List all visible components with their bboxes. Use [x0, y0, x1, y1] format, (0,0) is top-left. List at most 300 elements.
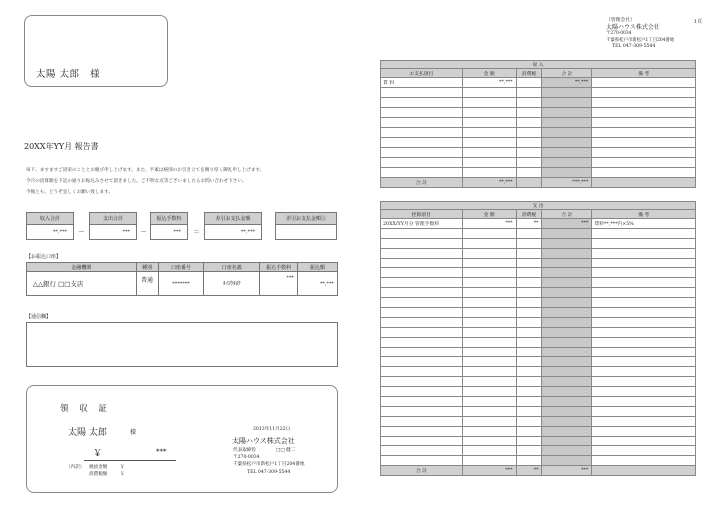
income-blank-cell: [516, 158, 542, 168]
income-blank-cell: [542, 118, 592, 128]
taxable-yen: ￥: [120, 465, 125, 470]
table-row: [381, 238, 696, 248]
income-blank-cell: [542, 108, 592, 118]
management-company-block: [606, 18, 674, 51]
expense-title: 支 出: [381, 202, 696, 210]
expense-blank-cell: [516, 456, 542, 466]
table-row: [381, 397, 696, 407]
income-blank-cell: [381, 88, 463, 98]
expense-total-box: [89, 212, 137, 240]
income-blank-cell: [592, 118, 696, 128]
income-header: お支払項目: [381, 69, 463, 78]
income-tax-cell: [516, 78, 542, 88]
expense-blank-cell: [592, 367, 696, 377]
income-total-box: [26, 212, 74, 240]
expense-blank-cell: [381, 406, 463, 416]
receipt-title: 領 収 証: [60, 404, 111, 414]
expense-blank-cell: [592, 258, 696, 268]
income-blank-cell: [542, 98, 592, 108]
bank-table: [26, 262, 338, 296]
expense-blank-cell: [516, 426, 542, 436]
expense-blank-cell: [462, 298, 516, 308]
expense-blank-cell: [542, 406, 592, 416]
management-tel: TEL 047-309-5544: [612, 44, 656, 49]
summary-label: 支出合計: [90, 213, 136, 225]
recipient-honorific: 様: [90, 69, 101, 80]
bank-section-label: 【お振込口座】: [26, 254, 62, 260]
table-row: [381, 317, 696, 327]
transfer-fee-box: [150, 212, 188, 240]
expense-blank-cell: [381, 416, 463, 426]
expense-blank-cell: [516, 377, 542, 387]
receipt-rep-title: 代表取締役: [233, 448, 256, 453]
management-company: 太陽ハウス株式会社: [606, 23, 660, 31]
summary-label: 収入合計: [27, 213, 73, 225]
income-blank-cell: [516, 118, 542, 128]
table-row: [381, 337, 696, 347]
income-note-cell: [592, 78, 696, 88]
table-row: [381, 456, 696, 466]
expense-blank-cell: [542, 238, 592, 248]
income-total-cell: **,***: [542, 78, 592, 88]
table-row: [381, 268, 696, 278]
receipt-date: 2013年11月22日: [253, 427, 291, 432]
income-blank-cell: [462, 148, 516, 158]
expense-blank-cell: [516, 436, 542, 446]
table-row: [381, 258, 696, 268]
management-postal: 〒270-0034: [606, 31, 632, 36]
expense-blank-cell: [542, 288, 592, 298]
expense-blank-cell: [516, 238, 542, 248]
income-blank-cell: [381, 158, 463, 168]
expense-table: [380, 201, 696, 476]
table-row: [381, 248, 696, 258]
expense-blank-cell: [516, 387, 542, 397]
expense-blank-cell: [462, 327, 516, 337]
expense-blank-cell: [592, 377, 696, 387]
transfer-amount: **,***: [298, 272, 338, 296]
expense-blank-cell: [542, 308, 592, 318]
table-row: [381, 158, 696, 168]
expense-blank-cell: [381, 228, 463, 238]
expense-blank-cell: [381, 347, 463, 357]
minus-operator: －: [78, 228, 85, 236]
expense-blank-cell: [516, 367, 542, 377]
bank-name: △△銀行 □□支店: [27, 272, 137, 296]
expense-blank-cell: [516, 288, 542, 298]
expense-blank-cell: [542, 327, 592, 337]
expense-blank-cell: [542, 248, 592, 258]
expense-blank-cell: [462, 357, 516, 367]
table-row: [381, 446, 696, 456]
receipt-honorific: 様: [130, 429, 137, 436]
table-row: [381, 406, 696, 416]
expense-blank-cell: [381, 387, 463, 397]
greeting-line: 今月の清算額を下記の通りお振込みさせて頂きました。ご不明な点等ございましたらお問い合わせ下さい。: [26, 179, 247, 184]
receipt-recipient: 太陽 太郎: [68, 428, 107, 438]
bank-header: 口座名義: [204, 263, 260, 272]
table-row: [381, 168, 696, 178]
income-blank-cell: [592, 88, 696, 98]
account-type: 普通: [136, 272, 158, 296]
expense-blank-cell: [462, 367, 516, 377]
table-row: [381, 387, 696, 397]
income-item-cell: 賃 料: [381, 78, 463, 88]
expense-blank-cell: [542, 298, 592, 308]
expense-blank-cell: [516, 298, 542, 308]
expense-blank-cell: [516, 357, 542, 367]
table-row: [381, 377, 696, 387]
summary-label: 差引お支払金額②: [276, 213, 336, 225]
table-row: [381, 436, 696, 446]
report-title: 20XX年YY月 報告書: [24, 142, 99, 151]
expense-blank-cell: [462, 258, 516, 268]
expense-blank-cell: [381, 436, 463, 446]
table-row: [381, 78, 696, 88]
expense-blank-cell: [381, 397, 463, 407]
income-header: 備 考: [592, 69, 696, 78]
expense-header: 消費税: [516, 210, 542, 219]
expense-blank-cell: [542, 367, 592, 377]
table-row: [381, 357, 696, 367]
income-blank-cell: [516, 138, 542, 148]
expense-blank-cell: [542, 258, 592, 268]
expense-blank-cell: [542, 416, 592, 426]
expense-blank-cell: [592, 337, 696, 347]
expense-blank-cell: [592, 426, 696, 436]
expense-blank-cell: [592, 347, 696, 357]
income-blank-cell: [592, 128, 696, 138]
expense-blank-cell: [462, 446, 516, 456]
expense-blank-cell: [462, 317, 516, 327]
expense-blank-cell: [462, 337, 516, 347]
table-row: [27, 272, 338, 296]
income-blank-cell: [516, 148, 542, 158]
recipient-name-text: 太陽 太郎: [36, 69, 80, 80]
income-blank-cell: [462, 118, 516, 128]
summary-label: 振込手数料: [151, 213, 187, 225]
receipt-yen-sign: ￥: [93, 449, 103, 459]
expense-blank-cell: [516, 446, 542, 456]
net-payment-box: [204, 212, 262, 240]
income-blank-cell: [516, 128, 542, 138]
expense-blank-cell: [592, 397, 696, 407]
income-blank-cell: [462, 98, 516, 108]
table-row: [381, 288, 696, 298]
expense-blank-cell: [592, 357, 696, 367]
income-amount-cell: **,***: [462, 78, 516, 88]
income-blank-cell: [381, 138, 463, 148]
income-blank-cell: [462, 128, 516, 138]
income-header: 合 計: [542, 69, 592, 78]
expense-footer-amount: ***: [462, 466, 516, 476]
table-row: [381, 298, 696, 308]
account-number: *******: [158, 272, 204, 296]
table-row: [381, 416, 696, 426]
expense-blank-cell: [381, 426, 463, 436]
management-address: 千葉県松戸市新松戸1丁目204番地: [606, 37, 675, 43]
receipt-address: 千葉県松戸市新松戸1丁目204番地: [233, 462, 305, 467]
expense-header: 合 計: [542, 210, 592, 219]
expense-blank-cell: [592, 317, 696, 327]
tax-label: 消費税額: [89, 472, 108, 477]
bank-header: 種別: [136, 263, 158, 272]
expense-amount-cell: ***: [462, 219, 516, 229]
income-blank-cell: [542, 168, 592, 178]
income-blank-cell: [592, 98, 696, 108]
expense-blank-cell: [381, 337, 463, 347]
income-blank-cell: [381, 118, 463, 128]
table-row: [381, 278, 696, 288]
expense-blank-cell: [516, 308, 542, 318]
income-blank-cell: [592, 158, 696, 168]
expense-blank-cell: [516, 248, 542, 258]
income-footer-amount: **,***: [462, 178, 516, 188]
expense-blank-cell: [592, 298, 696, 308]
expense-blank-cell: [381, 357, 463, 367]
expense-blank-cell: [592, 456, 696, 466]
expense-blank-cell: [592, 436, 696, 446]
receipt-postal: 〒270-0034: [233, 455, 260, 460]
expense-blank-cell: [516, 228, 542, 238]
breakdown-label: （内訳）: [66, 465, 85, 470]
income-blank-cell: [516, 108, 542, 118]
expense-blank-cell: [542, 446, 592, 456]
notes-section-label: 【通信欄】: [26, 314, 52, 320]
table-row: [381, 347, 696, 357]
table-row: [381, 118, 696, 128]
transfer-fee: ***: [260, 272, 298, 296]
expense-blank-cell: [542, 268, 592, 278]
income-blank-cell: [592, 108, 696, 118]
notes-box: [26, 322, 338, 367]
expense-note-cell: 賃料**,***円×5%: [592, 219, 696, 229]
expense-blank-cell: [381, 456, 463, 466]
income-blank-cell: [381, 168, 463, 178]
expense-blank-cell: [462, 397, 516, 407]
expense-blank-cell: [592, 446, 696, 456]
receipt-company: 太陽ハウス株式会社: [232, 437, 295, 445]
income-footer-note: [592, 178, 696, 188]
expense-blank-cell: [516, 278, 542, 288]
minus-operator: －: [140, 228, 147, 236]
expense-blank-cell: [592, 387, 696, 397]
table-row: [381, 308, 696, 318]
expense-blank-cell: [516, 268, 542, 278]
table-row: [381, 98, 696, 108]
expense-footer-tax: **: [516, 466, 542, 476]
expense-header: 備 考: [592, 210, 696, 219]
table-row: [381, 228, 696, 238]
expense-blank-cell: [462, 416, 516, 426]
expense-blank-cell: [462, 387, 516, 397]
expense-blank-cell: [462, 347, 516, 357]
expense-blank-cell: [381, 268, 463, 278]
income-blank-cell: [542, 128, 592, 138]
receipt-rep-name: □□ 健二: [276, 448, 296, 453]
expense-blank-cell: [462, 228, 516, 238]
income-blank-cell: [592, 138, 696, 148]
income-header: 消費税: [516, 69, 542, 78]
expense-blank-cell: [381, 238, 463, 248]
income-blank-cell: [516, 168, 542, 178]
expense-blank-cell: [542, 387, 592, 397]
page-number: 1頁: [694, 19, 703, 25]
income-blank-cell: [381, 108, 463, 118]
income-title: 収 入: [381, 61, 696, 69]
expense-blank-cell: [592, 278, 696, 288]
expense-blank-cell: [462, 248, 516, 258]
income-footer-total: ***,***: [542, 178, 592, 188]
income-blank-cell: [462, 88, 516, 98]
expense-blank-cell: [462, 426, 516, 436]
expense-blank-cell: [542, 397, 592, 407]
table-row: [381, 219, 696, 229]
expense-blank-cell: [542, 456, 592, 466]
income-blank-cell: [381, 98, 463, 108]
income-blank-cell: [542, 148, 592, 158]
expense-blank-cell: [542, 426, 592, 436]
income-blank-cell: [516, 88, 542, 98]
income-blank-cell: [542, 158, 592, 168]
expense-blank-cell: [592, 416, 696, 426]
expense-blank-cell: [381, 377, 463, 387]
expense-blank-cell: [462, 278, 516, 288]
expense-blank-cell: [592, 228, 696, 238]
expense-blank-cell: [381, 298, 463, 308]
expense-total-cell: ***: [542, 219, 592, 229]
expense-header: 控除項目: [381, 210, 463, 219]
expense-blank-cell: [542, 317, 592, 327]
expense-blank-cell: [592, 308, 696, 318]
income-blank-cell: [381, 148, 463, 158]
expense-blank-cell: [592, 288, 696, 298]
summary-value: **,***: [52, 229, 67, 235]
expense-blank-cell: [516, 347, 542, 357]
receipt-amount-underline: [84, 460, 176, 461]
net-payment-2-box: [275, 212, 337, 240]
expense-blank-cell: [381, 308, 463, 318]
expense-blank-cell: [381, 317, 463, 327]
summary-value: ***: [122, 229, 130, 235]
expense-blank-cell: [381, 248, 463, 258]
table-row: [381, 88, 696, 98]
expense-blank-cell: [592, 248, 696, 258]
expense-blank-cell: [542, 278, 592, 288]
expense-blank-cell: [542, 337, 592, 347]
expense-blank-cell: [542, 357, 592, 367]
expense-blank-cell: [516, 258, 542, 268]
income-header: 金 額: [462, 69, 516, 78]
income-footer-label: 合 計: [381, 178, 463, 188]
expense-blank-cell: [381, 288, 463, 298]
table-row: [381, 148, 696, 158]
income-blank-cell: [462, 158, 516, 168]
expense-blank-cell: [516, 337, 542, 347]
tax-yen: ￥: [120, 472, 125, 477]
table-row: [381, 426, 696, 436]
bank-header: 金融機関: [27, 263, 137, 272]
expense-blank-cell: [542, 377, 592, 387]
expense-blank-cell: [381, 367, 463, 377]
expense-blank-cell: [542, 347, 592, 357]
expense-blank-cell: [542, 228, 592, 238]
expense-tax-cell: **: [516, 219, 542, 229]
summary-value: ***: [173, 229, 181, 235]
income-blank-cell: [462, 168, 516, 178]
greeting-line: 毎下、ますますご清栄のこととお慶び申し上げます。また、平素は格別のお引き立てを賜り厚く御礼申し上げます。: [26, 168, 265, 173]
expense-blank-cell: [516, 406, 542, 416]
greeting-line: 今後とも、どうぞ宜しくお願い致します。: [26, 190, 113, 195]
table-row: [381, 138, 696, 148]
bank-header: 振込手数料: [260, 263, 298, 272]
expense-blank-cell: [516, 397, 542, 407]
income-blank-cell: [542, 88, 592, 98]
income-blank-cell: [462, 138, 516, 148]
income-blank-cell: [592, 148, 696, 158]
expense-blank-cell: [592, 268, 696, 278]
bank-header: 振込額: [298, 263, 338, 272]
expense-footer-total: ***: [542, 466, 592, 476]
expense-blank-cell: [462, 456, 516, 466]
receipt-amount: ***: [156, 448, 167, 456]
expense-footer-note: [592, 466, 696, 476]
expense-blank-cell: [381, 446, 463, 456]
expense-blank-cell: [462, 308, 516, 318]
income-footer-tax: [516, 178, 542, 188]
management-label: （管理会社）: [606, 18, 635, 23]
expense-blank-cell: [381, 327, 463, 337]
income-table: [380, 60, 696, 188]
table-row: [381, 108, 696, 118]
expense-blank-cell: [462, 238, 516, 248]
taxable-label: 税抜金額: [89, 465, 108, 470]
table-row: [381, 327, 696, 337]
expense-blank-cell: [516, 416, 542, 426]
expense-blank-cell: [592, 238, 696, 248]
income-blank-cell: [592, 168, 696, 178]
income-blank-cell: [516, 98, 542, 108]
table-row: [381, 128, 696, 138]
expense-blank-cell: [462, 406, 516, 416]
expense-blank-cell: [542, 436, 592, 446]
expense-blank-cell: [592, 327, 696, 337]
expense-blank-cell: [592, 406, 696, 416]
expense-blank-cell: [462, 288, 516, 298]
expense-blank-cell: [516, 317, 542, 327]
expense-item-cell: 20XX/YY月分 管理手数料: [381, 219, 463, 229]
income-blank-cell: [462, 108, 516, 118]
account-holder: ﾀｲﾖｳﾀﾛｳ: [204, 272, 260, 296]
income-blank-cell: [381, 128, 463, 138]
expense-blank-cell: [381, 258, 463, 268]
equals-operator: ＝: [193, 228, 200, 236]
expense-blank-cell: [381, 278, 463, 288]
summary-label: 差引お支払金額: [205, 213, 261, 225]
expense-blank-cell: [516, 327, 542, 337]
bank-header: 口座番号: [158, 263, 204, 272]
expense-blank-cell: [462, 436, 516, 446]
recipient-name: [36, 66, 100, 80]
expense-header: 金 額: [462, 210, 516, 219]
expense-blank-cell: [462, 377, 516, 387]
summary-value: **,***: [240, 229, 255, 235]
receipt-tel: TEL 047-309-5544: [247, 470, 291, 475]
expense-footer-label: 合 計: [381, 466, 463, 476]
table-row: [381, 367, 696, 377]
expense-blank-cell: [462, 268, 516, 278]
income-blank-cell: [542, 138, 592, 148]
